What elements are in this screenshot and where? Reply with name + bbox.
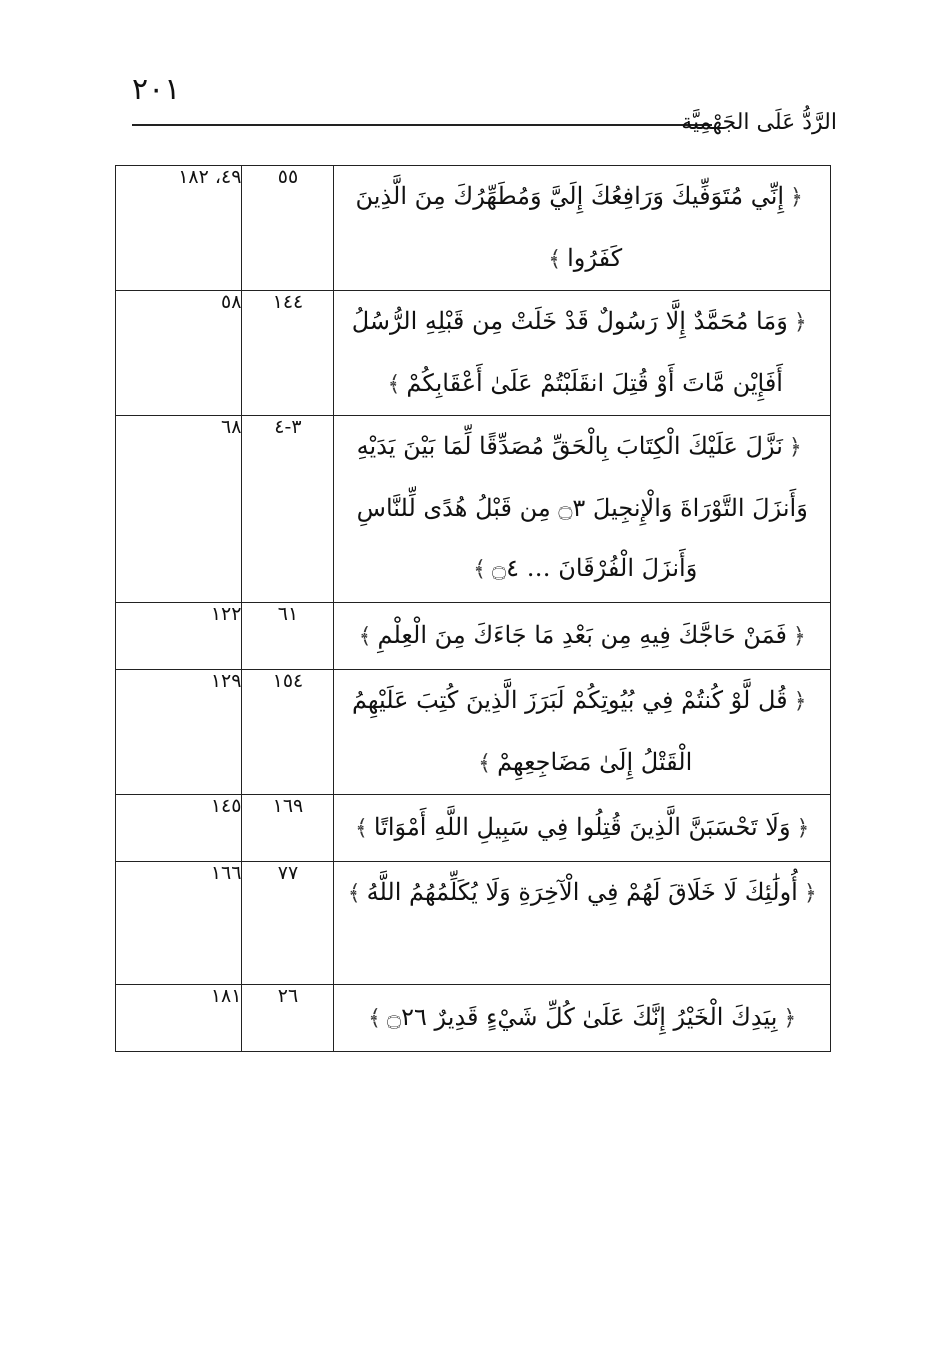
- verse-cell: [334, 985, 831, 1052]
- ayah-number-cell: ٣-٤: [242, 416, 334, 603]
- page-reference-cell: ١٢٩: [116, 670, 242, 795]
- page-number: ٢٠١: [132, 72, 181, 107]
- ornate-bracket-open-icon: ﴿: [793, 310, 807, 335]
- verse-cell: [334, 291, 831, 416]
- ornate-bracket-open-icon: ﴿: [803, 881, 817, 906]
- ornate-bracket-open-icon: ﴿: [793, 689, 807, 714]
- ornate-bracket-close-icon: ﴾: [548, 247, 562, 272]
- verse-index-table: [115, 165, 831, 1052]
- verse-text: فَمَنْ حَاجَّكَ فِيهِ مِن بَعْدِ مَا جَاءَكَ مِنَ الْعِلْمِ: [377, 621, 787, 649]
- ayah-number-cell: ٢٦: [242, 985, 334, 1052]
- page-reference-cell: ١٢٢: [116, 603, 242, 670]
- table-row: [116, 416, 831, 603]
- page-reference-cell: ٥٨: [116, 291, 242, 416]
- ayah-number-cell: ٦١: [242, 603, 334, 670]
- verse-cell: [334, 862, 831, 985]
- ornate-bracket-close-icon: ﴾: [358, 624, 372, 649]
- ornate-bracket-open-icon: ﴿: [796, 816, 810, 841]
- table-row: [116, 862, 831, 985]
- ayah-number-cell: ٧٧: [242, 862, 334, 985]
- ornate-bracket-close-icon: ﴾: [347, 881, 361, 906]
- page-reference-cell: ١٨١: [116, 985, 242, 1052]
- page-reference-cell: ٤٩، ١٨٢: [116, 166, 242, 291]
- ornate-bracket-open-icon: ﴿: [792, 624, 806, 649]
- page-reference-cell: ٦٨: [116, 416, 242, 603]
- verse-text: وَمَا مُحَمَّدٌ إِلَّا رَسُولٌ قَدْ خَلَتْ مِن قَبْلِهِ الرُّسُلُ أَفَإِيْن مَّاتَ أَوْ قُتِلَ انقَلَبْتُمْ عَلَىٰ أَعْقَابِكُمْ: [351, 307, 788, 397]
- running-head: [132, 110, 837, 150]
- ornate-bracket-close-icon: ﴾: [368, 1006, 382, 1031]
- ornate-bracket-open-icon: ﴿: [783, 1006, 797, 1031]
- verse-text: أُولَٰئِكَ لَا خَلَاقَ لَهُمْ فِي الْآخِرَةِ وَلَا يُكَلِّمُهُمُ اللَّهُ: [366, 878, 798, 906]
- ornate-bracket-open-icon: ﴿: [790, 185, 803, 210]
- verse-cell: [334, 166, 831, 291]
- table-row: [116, 670, 831, 795]
- verse-text: نَزَّلَ عَلَيْكَ الْكِتَابَ بِالْحَقِّ مُصَدِّقًا لِّمَا بَيْنَ يَدَيْهِ وَأَنزَلَ التَّوْرَاةَ وَالْإِنجِيلَ ۝٣ مِن قَبْلُ هُدًى لِّلنَّاسِ وَأَنزَلَ الْفُرْقَانَ … ۝٤: [356, 432, 808, 582]
- verse-cell: [334, 795, 831, 862]
- ayah-number-cell: ١٤٤: [242, 291, 334, 416]
- table-row: [116, 985, 831, 1052]
- verse-cell: [334, 670, 831, 795]
- ornate-bracket-close-icon: ﴾: [478, 751, 492, 776]
- ayah-number-cell: ١٥٤: [242, 670, 334, 795]
- table-row: [116, 166, 831, 291]
- ayah-number-cell: ١٦٩: [242, 795, 334, 862]
- page-reference-cell: ١٦٦: [116, 862, 242, 985]
- page-reference-cell: ١٤٥: [116, 795, 242, 862]
- verse-text: وَلَا تَحْسَبَنَّ الَّذِينَ قُتِلُوا فِي سَبِيلِ اللَّهِ أَمْوَاتًا: [373, 813, 791, 841]
- ayah-number-cell: ٥٥: [242, 166, 334, 291]
- running-title: الرَّدُّ عَلَى الجَهْمِيَّة: [681, 110, 837, 135]
- ornate-bracket-close-icon: ﴾: [473, 557, 487, 582]
- table-row: [116, 603, 831, 670]
- ornate-bracket-close-icon: ﴾: [387, 372, 401, 397]
- verse-text: قُل لَّوْ كُنتُمْ فِي بُيُوتِكُمْ لَبَرَزَ الَّذِينَ كُتِبَ عَلَيْهِمُ الْقَتْلُ إِلَىٰ مَضَاجِعِهِمْ: [351, 686, 788, 776]
- verse-text: إِنِّي مُتَوَفِّيكَ وَرَافِعُكَ إِلَيَّ وَمُطَهِّرُكَ مِنَ الَّذِينَ كَفَرُوا: [355, 182, 785, 272]
- table-row: [116, 795, 831, 862]
- ornate-bracket-close-icon: ﴾: [355, 816, 368, 841]
- table-row: [116, 291, 831, 416]
- verse-cell: [334, 603, 831, 670]
- header-rule: [132, 124, 712, 126]
- verse-cell: [334, 416, 831, 603]
- ornate-bracket-open-icon: ﴿: [788, 435, 802, 460]
- verse-text: بِيَدِكَ الْخَيْرُ إِنَّكَ عَلَىٰ كُلِّ شَيْءٍ قَدِيرٌ ۝٢٦: [387, 1003, 778, 1031]
